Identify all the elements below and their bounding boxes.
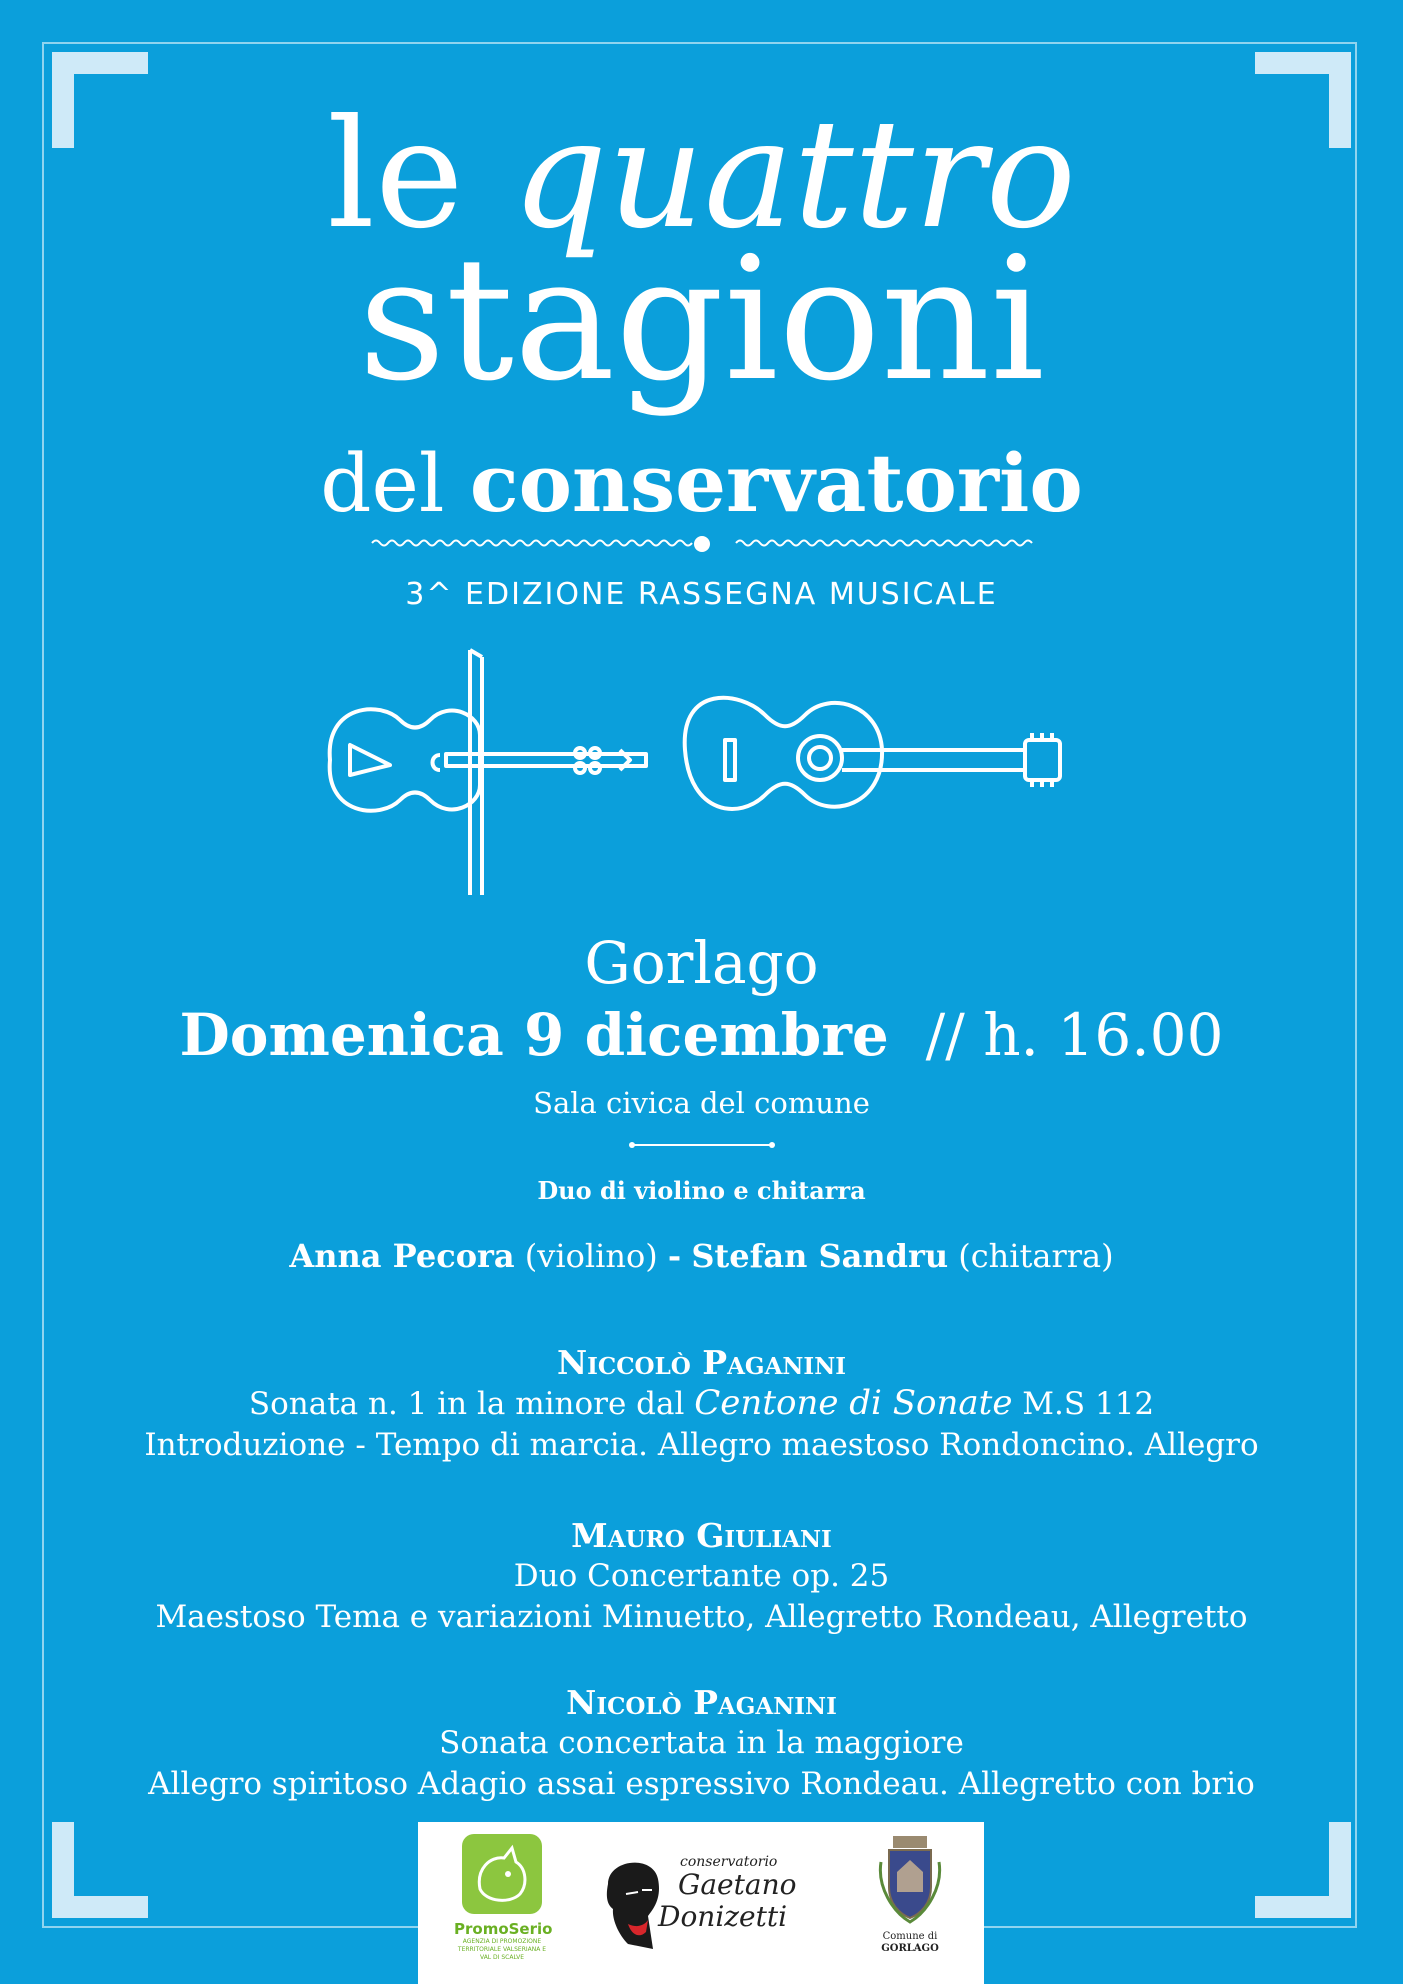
instrument-1: (violino) bbox=[524, 1237, 658, 1275]
promoserio-logo bbox=[454, 1834, 553, 1974]
instrument-2: (chitarra) bbox=[958, 1237, 1114, 1275]
comune-label: Comune di bbox=[882, 1931, 938, 1942]
work-movements: Allegro spiritoso Adagio assai espressivo Rondeau. Allegretto con brio bbox=[148, 1766, 1255, 1802]
conservatorio-donizetti: Donizetti bbox=[658, 1900, 788, 1933]
event-time: h. 16.00 bbox=[983, 1001, 1224, 1069]
promoserio-subtitle: AGENZIA DI PROMOZIONE TERRITORIALE VALSERIANA E VAL DI SCALVE bbox=[457, 1938, 547, 1961]
event-datetime bbox=[0, 1000, 1403, 1070]
program-item bbox=[0, 1342, 1403, 1466]
instruments-illustration bbox=[320, 645, 1080, 905]
work-italic: Centone di Sonate bbox=[694, 1383, 1013, 1423]
ensemble-name: Duo di violino e chitarra bbox=[537, 1176, 866, 1205]
performer-dash: - bbox=[667, 1237, 682, 1275]
performer-2: Stefan Sandru bbox=[691, 1237, 949, 1275]
program-item bbox=[0, 1515, 1403, 1638]
performers bbox=[0, 1233, 1403, 1279]
promoserio-name: PromoSerio bbox=[454, 1920, 553, 1938]
violin-icon bbox=[330, 650, 646, 895]
coat-of-arms-icon bbox=[875, 1832, 945, 1927]
work-prefix: Sonata n. 1 in la minore dal bbox=[248, 1386, 685, 1422]
title-conservatorio: conservatorio bbox=[469, 436, 1083, 530]
title-stagioni: stagioni bbox=[358, 221, 1045, 419]
conservatorio-logo bbox=[608, 1854, 808, 1964]
performer-1: Anna Pecora bbox=[289, 1237, 515, 1275]
event-city: Gorlago bbox=[584, 929, 819, 997]
corner-bottom-right bbox=[1255, 1822, 1351, 1918]
title-del: del bbox=[320, 437, 445, 530]
work-title: Sonata concertata in la maggiore bbox=[439, 1725, 964, 1761]
work-movements: Maestoso Tema e variazioni Minuetto, Allegretto Rondeau, Allegretto bbox=[155, 1599, 1248, 1635]
event-venue: Sala civica del comune bbox=[533, 1086, 870, 1120]
title-le: le bbox=[326, 88, 464, 262]
work-title: Duo Concertante op. 25 bbox=[513, 1558, 890, 1594]
program-item bbox=[0, 1682, 1403, 1805]
corner-bottom-left bbox=[52, 1822, 148, 1918]
work-title bbox=[0, 1383, 1403, 1425]
edition-subtitle: 3^ EDIZIONE RASSEGNA MUSICALE bbox=[405, 577, 998, 612]
guitar-icon bbox=[685, 698, 1060, 809]
conservatorio-small: conservatorio bbox=[680, 1854, 778, 1870]
comune-name: GORLAGO bbox=[881, 1943, 939, 1954]
work-movements: Introduzione - Tempo di marcia. Allegro maestoso Rondoncino. Allegro bbox=[144, 1427, 1259, 1463]
comune-gorlago-logo bbox=[866, 1832, 954, 1977]
conservatorio-gaetano: Gaetano bbox=[678, 1868, 797, 1901]
composer-name: Nicolò Paganini bbox=[566, 1683, 837, 1722]
event-date: Domenica 9 dicembre bbox=[179, 1001, 889, 1069]
composer-name: Mauro Giuliani bbox=[571, 1516, 832, 1555]
composer-name: Niccolò Paganini bbox=[557, 1343, 846, 1382]
event-separator: // bbox=[925, 1001, 965, 1069]
small-divider bbox=[628, 1140, 776, 1150]
title-quattro: quattro bbox=[511, 88, 1077, 262]
fox-icon bbox=[462, 1834, 542, 1914]
wave-divider bbox=[370, 530, 1034, 560]
work-suffix: M.S 112 bbox=[1022, 1386, 1155, 1422]
title-line-3 bbox=[0, 438, 1403, 529]
sponsor-logos bbox=[418, 1822, 984, 1984]
